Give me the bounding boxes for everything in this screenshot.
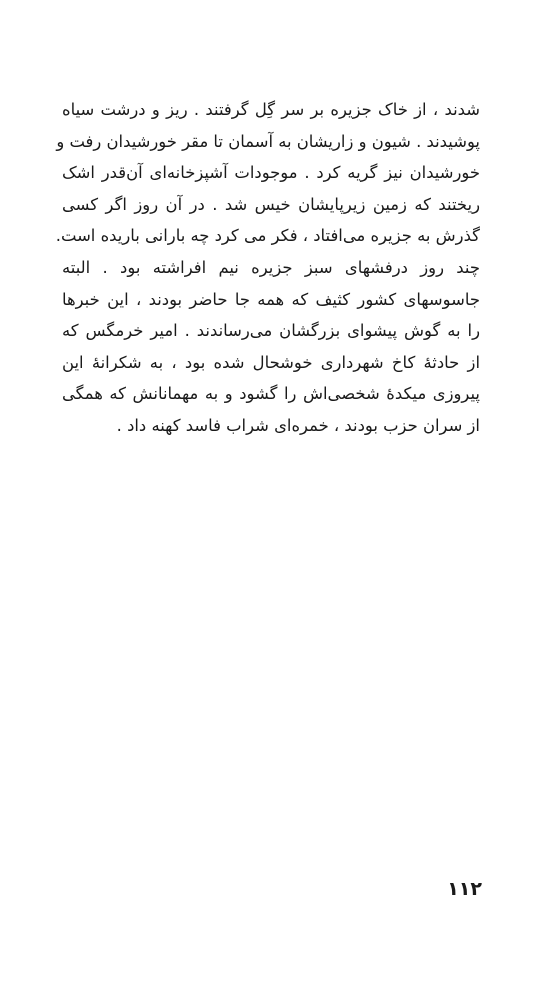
text-line-1: شدند ، از خاک جزیره بر سر گِل گرفتند . ریز و درشت سیاه — [62, 100, 480, 119]
text-line-2: پوشیدند . شیون و زاریشان به آسمان تا مقر خورشیدان رفت و — [56, 131, 480, 151]
text-line-4: ریختند که زمین زیرپایشان خیس شد . در آن روز اگر کسی — [62, 194, 480, 214]
text-line-10: پیروزی میکدهٔ شخصی‌اش را گشود و به مهمانانش که همگی — [62, 384, 480, 404]
body-text — [55, 94, 480, 442]
text-line-5: گذرش به جزیره می‌افتاد ، فکر می کرد چه بارانی باریده است. — [55, 226, 480, 246]
text-line-7: جاسوسهای کشور کثیف که همه جا حاضر بودند ، این خبرها — [62, 289, 480, 309]
text-line-9: از حادثهٔ کاخ شهرداری خوشحال شده بود ، به شکرانهٔ این — [62, 352, 480, 372]
text-line-8: را به گوش پیشوای بزرگشان می‌رساندند . امیر خرمگس که — [62, 321, 480, 341]
text-line-11: از سران حزب بودند ، خمره‌ای شراب فاسد کهنه داد . — [116, 415, 480, 435]
text-line-3: خورشیدان نیز گریه کرد . موجودات آشپزخانه‌ای آن‌قدر اشک — [62, 163, 480, 183]
text-line-6: چند روز درفشهای سبز جزیره نیم افراشته بود . البته — [62, 257, 480, 277]
page-number: ۱۱۲ — [447, 878, 482, 900]
